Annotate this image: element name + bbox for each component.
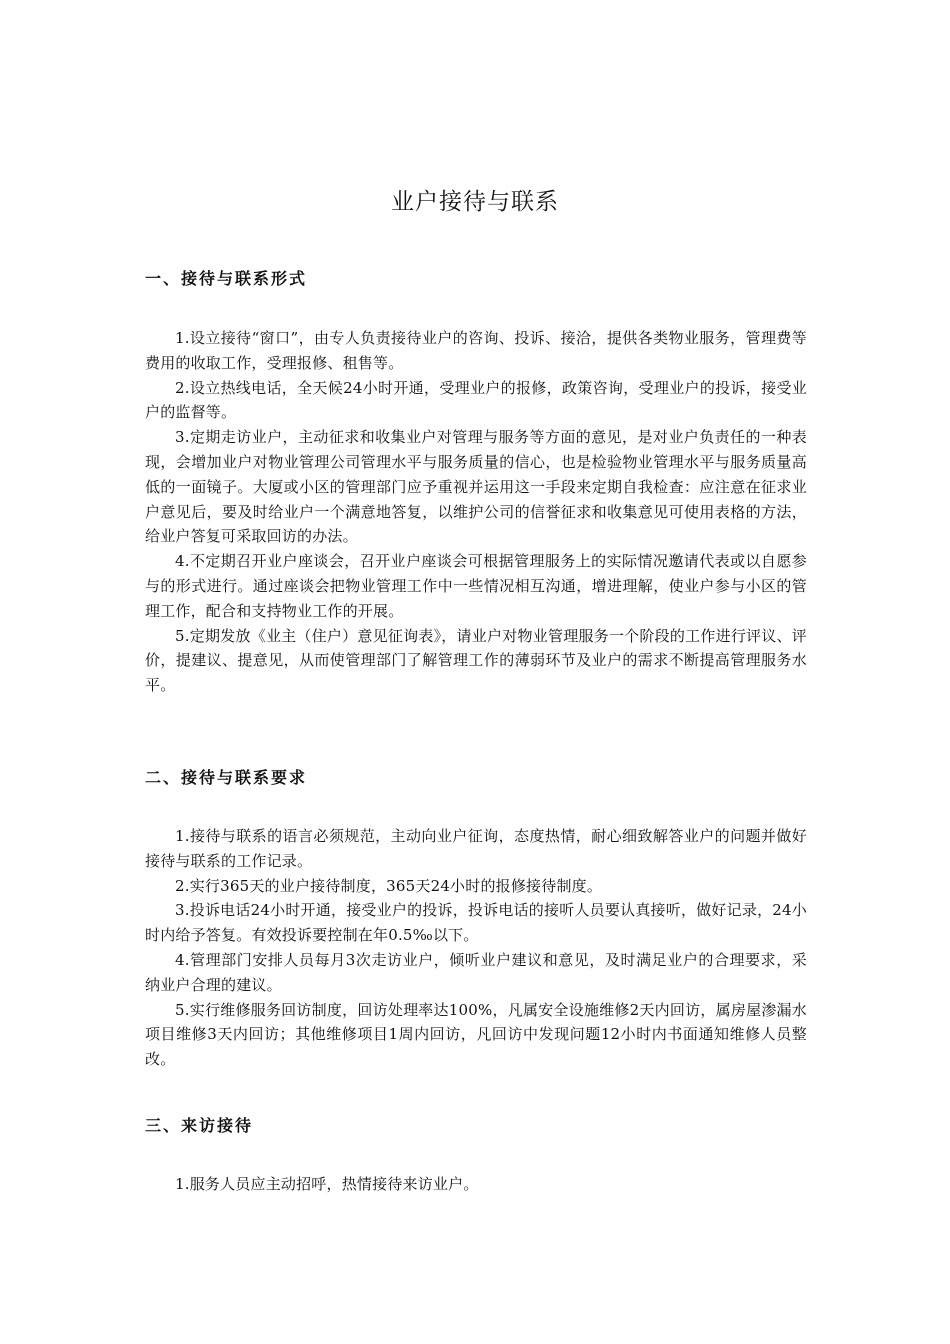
section-heading-1: 一、接待与联系形式 [145, 269, 308, 288]
paragraph: 4.不定期召开业户座谈会，召开业户座谈会可根据管理服务上的实际情况邀请代表或以自愿参与的形式进行。通过座谈会把物业管理工作中一些情况相互沟通，增进理解，使业户参与小区的管理工作，配合和支持物业工作的开展。 [145, 552, 807, 620]
paragraph: 1.接待与联系的语言必须规范，主动向业户征询，态度热情，耐心细致解答业户的问题并做好接待与联系的工作记录。 [145, 827, 807, 870]
paragraph: 4.管理部门安排人员每月3次走访业户，倾听业户建议和意见，及时满足业户的合理要求，采纳业户合理的建议。 [145, 950, 807, 994]
paragraph: 2.设立热线电话，全天候24小时开通，受理业户的报修，政策咨询，受理业户的投诉，接受业户的监督等。 [145, 378, 807, 422]
document-title: 业户接待与联系 [391, 189, 559, 215]
section-heading-3: 三、来访接待 [145, 1116, 254, 1135]
paragraph: 1.服务人员应主动招呼，热情接待来访业户。 [175, 1175, 479, 1193]
paragraph: 1.设立接待“窗口”，由专人负责接待业户的咨询、投诉、接洽，提供各类物业服务，管理费等费用的收取工作，受理报修、租售等。 [145, 329, 807, 372]
paragraph: 2.实行365天的业户接待制度，365天24小时的报修接待制度。 [175, 876, 603, 895]
section-heading-2: 二、接待与联系要求 [145, 768, 308, 787]
paragraph: 5.定期发放《业主（住户）意见征询表》，请业户对物业管理服务一个阶段的工作进行评议、评价，提建议、提意见，从而使管理部门了解管理工作的薄弱环节及业户的需求不断提高管理服务水平。 [145, 626, 807, 695]
section-2-body [145, 824, 807, 1072]
section-1-body [145, 326, 807, 698]
paragraph: 5.实行维修服务回访制度，回访处理率达100%，凡属安全设施维修2天内回访，属房屋渗漏水项目维修3天内回访；其他维修项目1周内回访，凡回访中发现问题12小时内书面通知维修人员整改。 [145, 1000, 807, 1069]
paragraph: 3.投诉电话24小时开通，接受业户的投诉，投诉电话的接听人员要认真接听，做好记录，24小时内给予答复。有效投诉要控制在年0.5‰以下。 [145, 901, 807, 945]
section-3-body [145, 1172, 807, 1197]
paragraph: 3.定期走访业户，主动征求和收集业户对管理与服务等方面的意见，是对业户负责任的一种表现，会增加业户对物业管理公司管理水平与服务质量的信心，也是检验物业管理水平与服务质量高低的一面镜子。大厦或小区的管理部门应予重视并运用这一手段来定期自我检查：应注意在征求业户意见后，要及时给业户一个满意地答复，以维护公司的信誉征求和收集意见可使用表格的方法，给业户答复可采取回访的办法。 [145, 428, 807, 546]
